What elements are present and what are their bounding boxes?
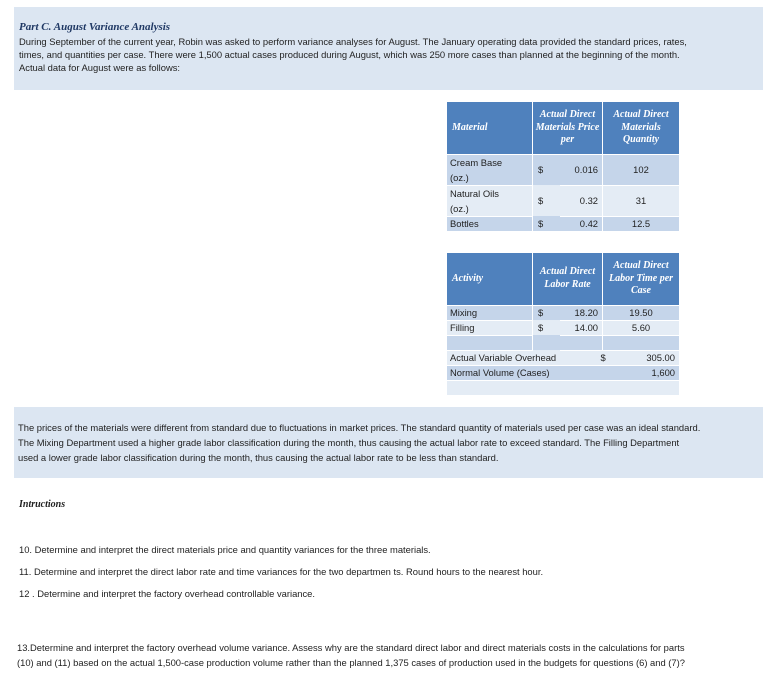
activity-name: Filling (447, 320, 533, 335)
material-quantity: 12.5 (631, 218, 651, 230)
table-row (447, 320, 679, 335)
table-row (447, 154, 679, 185)
currency-symbol: $ (538, 218, 544, 229)
table-row (447, 185, 679, 216)
currency-symbol: $ (538, 195, 544, 206)
material-quantity: 102 (603, 154, 680, 185)
overhead-cell (600, 350, 680, 365)
section-title: Part C. August Variance Analysis (19, 21, 171, 33)
instructions-title: Intructions (19, 499, 66, 510)
question-11: 11. Determine and interpret the direct labor rate and time variances for the two departmen ts. Round hours to the nearest hour. (19, 566, 544, 577)
notes-panel (14, 407, 763, 478)
notes-line-2: The Mixing Department used a higher grade labor classification during the month, thus causing the actual labor rate to exceed standard. The Filling Department (18, 437, 680, 448)
activity-name: Mixing (447, 305, 533, 320)
material-name-line: Natural Oils (450, 187, 499, 199)
intro-line-3: Actual data for August were as follows: (19, 62, 181, 73)
material-name (447, 185, 533, 216)
intro-line-2: times, and quantities per case. There were 1,500 actual cases produced during August, which was 250 more cases than planned at the beginning of the month. (19, 49, 680, 60)
table-row (447, 350, 679, 365)
intro-panel (14, 7, 763, 90)
labor-rate: 18.20 (560, 305, 603, 320)
materials-header-price: Actual Direct Materials Price per (533, 102, 603, 154)
currency-symbol: $ (538, 322, 544, 333)
materials-table (447, 102, 679, 232)
material-price: 0.32 (560, 185, 603, 216)
volume-label: Normal Volume (Cases) (447, 365, 603, 380)
question-12: 12 . Determine and interpret the factory overhead controllable variance. (19, 588, 315, 599)
question-13-line-1: 13.Determine and interpret the factory overhead volume variance. Assess why are the standard direct labor and direct materials costs in the calculations for parts (17, 642, 685, 653)
materials-header-quantity: Actual Direct Materials Quantity (603, 102, 680, 154)
materials-header-material: Material (447, 102, 533, 154)
labor-header-time: Actual Direct Labor Time per Case (603, 253, 680, 305)
overhead-value: 305.00 (646, 351, 675, 363)
material-unit: (oz.) (450, 171, 469, 183)
currency-symbol: $ (538, 164, 544, 176)
notes-line-1: The prices of the materials were different from standard due to fluctuations in market prices. The standard quantity of materials used per case was an ideal standard. (18, 422, 701, 433)
material-price: 0.42 (560, 216, 603, 231)
labor-header-activity: Activity (447, 253, 533, 305)
material-name (447, 154, 533, 185)
question-13-line-2: (10) and (11) based on the actual 1,500-case production volume rather than the planned 1,375 cases of production used in the budgets for questions (6) and (7)? (17, 657, 685, 668)
table-row (447, 380, 679, 395)
labor-time: 5.60 (603, 320, 680, 335)
labor-header-rate: Actual Direct Labor Rate (533, 253, 603, 305)
material-quantity: 31 (603, 185, 680, 216)
labor-rate: 14.00 (560, 320, 603, 335)
volume-value: 1,600 (603, 365, 680, 380)
currency-symbol: $ (600, 351, 606, 363)
notes-line-3: used a lower grade labor classification during the month, thus causing the actual labor rate to be less than standard. (18, 452, 499, 463)
currency-symbol: $ (538, 307, 544, 319)
table-row (447, 216, 679, 231)
labor-time: 19.50 (603, 305, 680, 320)
material-price: 0.016 (560, 154, 603, 185)
overhead-label: Actual Variable Overhead (447, 350, 603, 365)
question-10: 10. Determine and interpret the direct materials price and quantity variances for the three materials. (19, 544, 431, 555)
intro-line-1: During September of the current year, Robin was asked to perform variance analyses for August. The January operating data provided the standard prices, rates, (19, 36, 687, 47)
table-row (447, 305, 679, 320)
material-unit: (oz.) (450, 202, 469, 214)
material-name: Bottles (447, 216, 533, 231)
material-name-line: Cream Base (450, 156, 503, 168)
table-row (447, 365, 679, 380)
table-row (447, 335, 679, 350)
labor-table (447, 253, 679, 395)
